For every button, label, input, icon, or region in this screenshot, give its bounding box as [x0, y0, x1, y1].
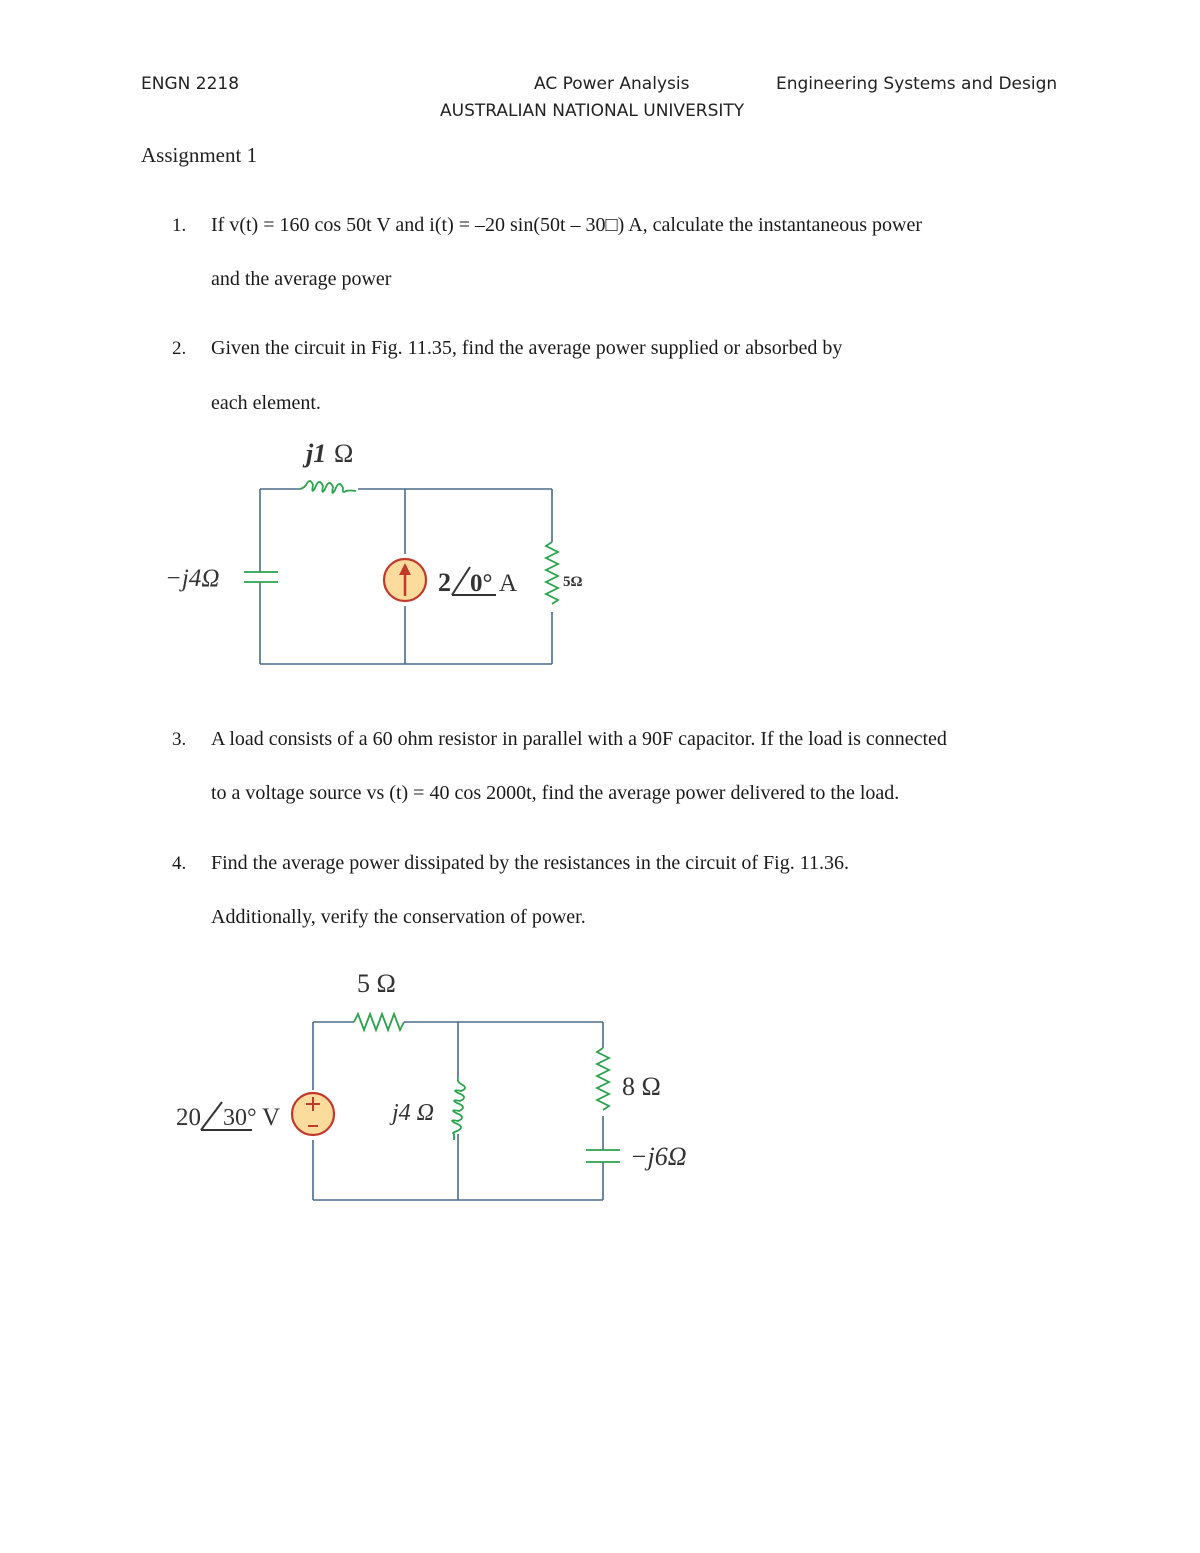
capacitor-minus-j4 — [244, 572, 278, 582]
voltage-source — [292, 1093, 334, 1135]
question-2-number: 2. — [172, 338, 187, 359]
question-3-line-1: A load consists of a 60 ohm resistor in parallel with a 90F capacitor. If the load is connected — [211, 728, 947, 750]
question-1-number: 1. — [172, 215, 187, 236]
source-angle-2: 30° — [223, 1105, 257, 1131]
series-resistor-label: 5 Ω — [357, 969, 396, 998]
source-angle: 0° — [470, 570, 493, 597]
inductor-j4 — [452, 1078, 465, 1140]
question-1-line-1: If v(t) = 160 cos 50t V and i(t) = –20 sin(50t – 30□) A, calculate the instantaneous power — [211, 214, 922, 236]
question-3-number: 3. — [172, 729, 187, 750]
inductor-label-unit: Ω — [334, 439, 354, 468]
question-3-line-2: to a voltage source vs (t) = 40 cos 2000t, find the average power delivered to the load. — [211, 782, 900, 804]
inductor-label-prefix: j1 — [306, 439, 327, 468]
question-1-line-2: and the average power — [211, 268, 392, 290]
question-2-line-1: Given the circuit in Fig. 11.35, find the average power supplied or absorbed by — [211, 337, 843, 359]
inductor-j1 — [300, 481, 356, 493]
current-source — [384, 559, 426, 601]
circuit-figure-2 — [0, 940, 1200, 1240]
capacitor-minus-j6 — [586, 1150, 620, 1162]
resistor-label: 5Ω — [563, 574, 583, 590]
capacitor-label-2: −j6Ω — [630, 1142, 687, 1171]
question-4-line-1: Find the average power dissipated by the resistances in the circuit of Fig. 11.36. — [211, 852, 849, 874]
header-university: AUSTRALIAN NATIONAL UNIVERSITY — [440, 101, 745, 121]
source-magnitude-2: 20 — [176, 1104, 201, 1131]
capacitor-label: −j4Ω — [165, 565, 220, 592]
document-title: Assignment 1 — [141, 143, 258, 167]
circuit-figure-1 — [0, 0, 1200, 700]
resistor-series-5-ohm — [354, 1014, 404, 1030]
question-4-line-2: Additionally, verify the conservation of power. — [211, 906, 586, 928]
header-course: ENGN 2218 — [141, 74, 240, 94]
source-unit-2: V — [262, 1104, 281, 1131]
angle-symbol — [452, 567, 470, 595]
header-department: Engineering Systems and Design — [776, 74, 1058, 94]
inductor-label-2: j4 Ω — [392, 1100, 435, 1126]
header-topic: AC Power Analysis — [534, 74, 690, 94]
resistor-5-ohm — [546, 542, 558, 604]
source-unit: A — [499, 570, 518, 597]
resistor-8-ohm — [597, 1048, 609, 1110]
resistor-label-2: 8 Ω — [622, 1072, 661, 1101]
angle-symbol-2 — [201, 1102, 222, 1130]
source-magnitude: 2 — [438, 568, 451, 597]
question-2-line-2: each element. — [211, 392, 321, 414]
question-4-number: 4. — [172, 853, 187, 874]
